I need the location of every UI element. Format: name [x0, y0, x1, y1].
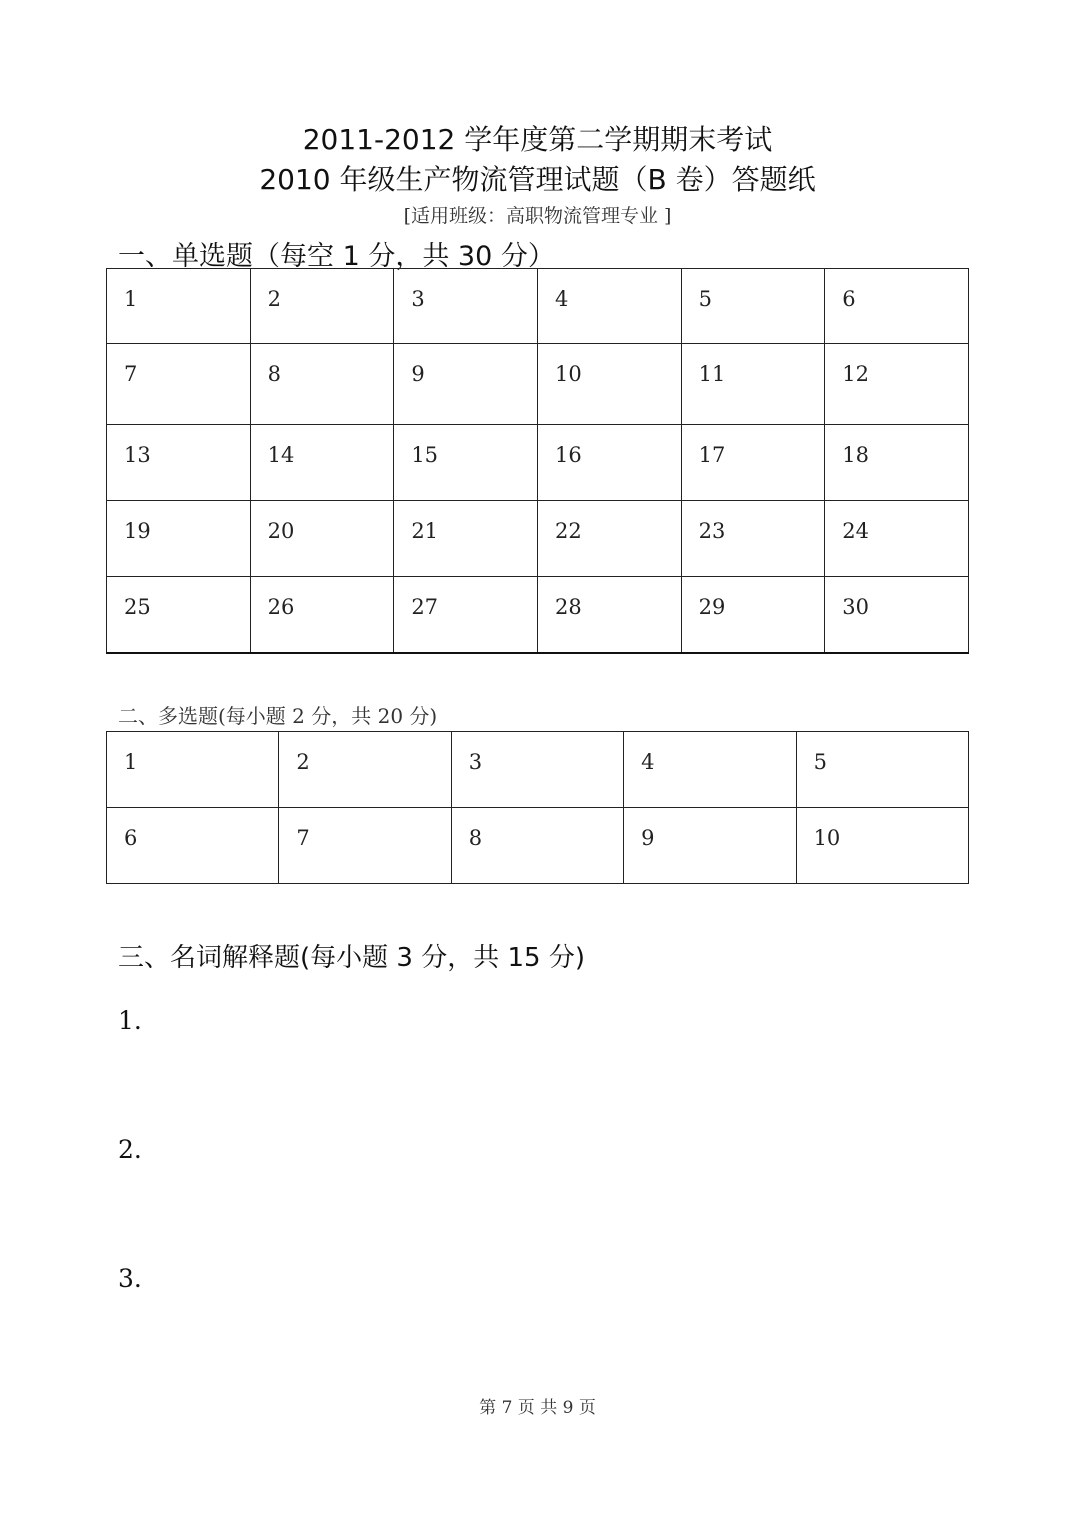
answer-cell[interactable]: [394, 501, 538, 577]
question-number: 16: [554, 443, 582, 467]
question-number: 23: [698, 519, 726, 543]
question-number: 6: [842, 287, 856, 311]
term-item-1: 1.: [118, 1006, 142, 1035]
answer-cell[interactable]: [394, 269, 538, 344]
question-number: 3: [411, 287, 425, 311]
exam-title: 2011-2012 学年度第二学期期末考试: [302, 123, 773, 156]
question-number: 10: [554, 362, 582, 386]
answer-cell[interactable]: [537, 577, 681, 654]
table-row: [107, 577, 969, 654]
answer-cell[interactable]: [250, 501, 394, 577]
answer-cell[interactable]: [825, 577, 969, 654]
answer-cell[interactable]: [825, 501, 969, 577]
question-number: 3: [468, 750, 483, 774]
answer-cell[interactable]: [681, 425, 825, 501]
section1-heading: 一、单选题（每空 1 分，共 30 分）: [118, 241, 555, 272]
question-number: 13: [124, 443, 151, 467]
page-number: 第 7 页 共 9 页: [479, 1398, 596, 1418]
question-number: 7: [124, 362, 138, 386]
answer-cell[interactable]: [107, 577, 251, 654]
answer-cell[interactable]: [796, 808, 968, 884]
multiple-choice-answer-table: [106, 731, 969, 884]
answer-cell[interactable]: [825, 344, 969, 425]
answer-cell[interactable]: [279, 808, 451, 884]
answer-cell[interactable]: [394, 425, 538, 501]
answer-cell[interactable]: [796, 732, 968, 808]
question-number: 9: [641, 826, 655, 850]
term-item-2: 2.: [118, 1135, 142, 1164]
answer-cell[interactable]: [279, 732, 451, 808]
section2-heading: 二、多选题(每小题 2 分，共 20 分): [118, 704, 438, 728]
question-number: 10: [813, 826, 841, 850]
question-number: 11: [698, 362, 726, 386]
question-number: 9: [411, 362, 425, 386]
question-number: 1: [124, 287, 138, 311]
table-row: [107, 269, 969, 344]
question-number: 1: [124, 750, 138, 774]
answer-cell[interactable]: [537, 425, 681, 501]
question-number: 28: [554, 595, 582, 619]
answer-cell[interactable]: [681, 577, 825, 654]
answer-cell[interactable]: [681, 269, 825, 344]
question-number: 29: [698, 595, 726, 619]
question-number: 20: [267, 519, 295, 543]
single-choice-answer-table: [106, 268, 969, 654]
answer-cell[interactable]: [825, 269, 969, 344]
question-number: 2: [267, 287, 282, 311]
answer-cell[interactable]: [394, 577, 538, 654]
exam-subtitle-title: 2010 年级生产物流管理试题（B 卷）答题纸: [259, 163, 816, 196]
answer-cell[interactable]: [107, 269, 251, 344]
answer-cell[interactable]: [624, 808, 796, 884]
answer-cell[interactable]: [681, 344, 825, 425]
table-row: [107, 808, 969, 884]
answer-cell[interactable]: [537, 344, 681, 425]
answer-cell[interactable]: [107, 425, 251, 501]
answer-cell[interactable]: [107, 501, 251, 577]
question-number: 18: [842, 443, 870, 467]
question-number: 8: [468, 826, 483, 850]
answer-cell[interactable]: [624, 732, 796, 808]
answer-cell[interactable]: [451, 808, 623, 884]
answer-cell[interactable]: [537, 269, 681, 344]
question-number: 14: [267, 443, 295, 467]
question-number: 5: [698, 287, 712, 311]
answer-cell[interactable]: [107, 808, 279, 884]
question-number: 5: [813, 750, 827, 774]
question-number: 19: [124, 519, 151, 543]
answer-cell[interactable]: [250, 577, 394, 654]
question-number: 4: [554, 287, 569, 311]
answer-cell[interactable]: [681, 501, 825, 577]
question-number: 7: [296, 826, 310, 850]
answer-cell[interactable]: [250, 425, 394, 501]
answer-cell[interactable]: [107, 732, 279, 808]
question-number: 25: [124, 595, 151, 619]
table-row: [107, 344, 969, 425]
table-row: [107, 732, 969, 808]
question-number: 17: [698, 443, 726, 467]
answer-cell[interactable]: [394, 344, 538, 425]
question-number: 8: [267, 362, 282, 386]
answer-cell[interactable]: [451, 732, 623, 808]
question-number: 22: [554, 519, 582, 543]
answer-cell[interactable]: [250, 344, 394, 425]
term-item-3: 3.: [118, 1264, 142, 1293]
question-number: 21: [411, 519, 439, 543]
applicable-class: [适用班级：高职物流管理专业 ]: [403, 205, 672, 227]
question-number: 2: [296, 750, 310, 774]
question-number: 30: [842, 595, 870, 619]
question-number: 26: [267, 595, 295, 619]
table-row: [107, 501, 969, 577]
table-row: [107, 425, 969, 501]
answer-cell[interactable]: [250, 269, 394, 344]
question-number: 24: [842, 519, 870, 543]
question-number: 4: [641, 750, 655, 774]
section3-heading: 三、名词解释题(每小题 3 分，共 15 分): [118, 943, 585, 973]
answer-cell[interactable]: [107, 344, 251, 425]
question-number: 12: [842, 362, 870, 386]
answer-cell[interactable]: [825, 425, 969, 501]
question-number: 27: [411, 595, 439, 619]
answer-cell[interactable]: [537, 501, 681, 577]
question-number: 15: [411, 443, 439, 467]
question-number: 6: [124, 826, 138, 850]
